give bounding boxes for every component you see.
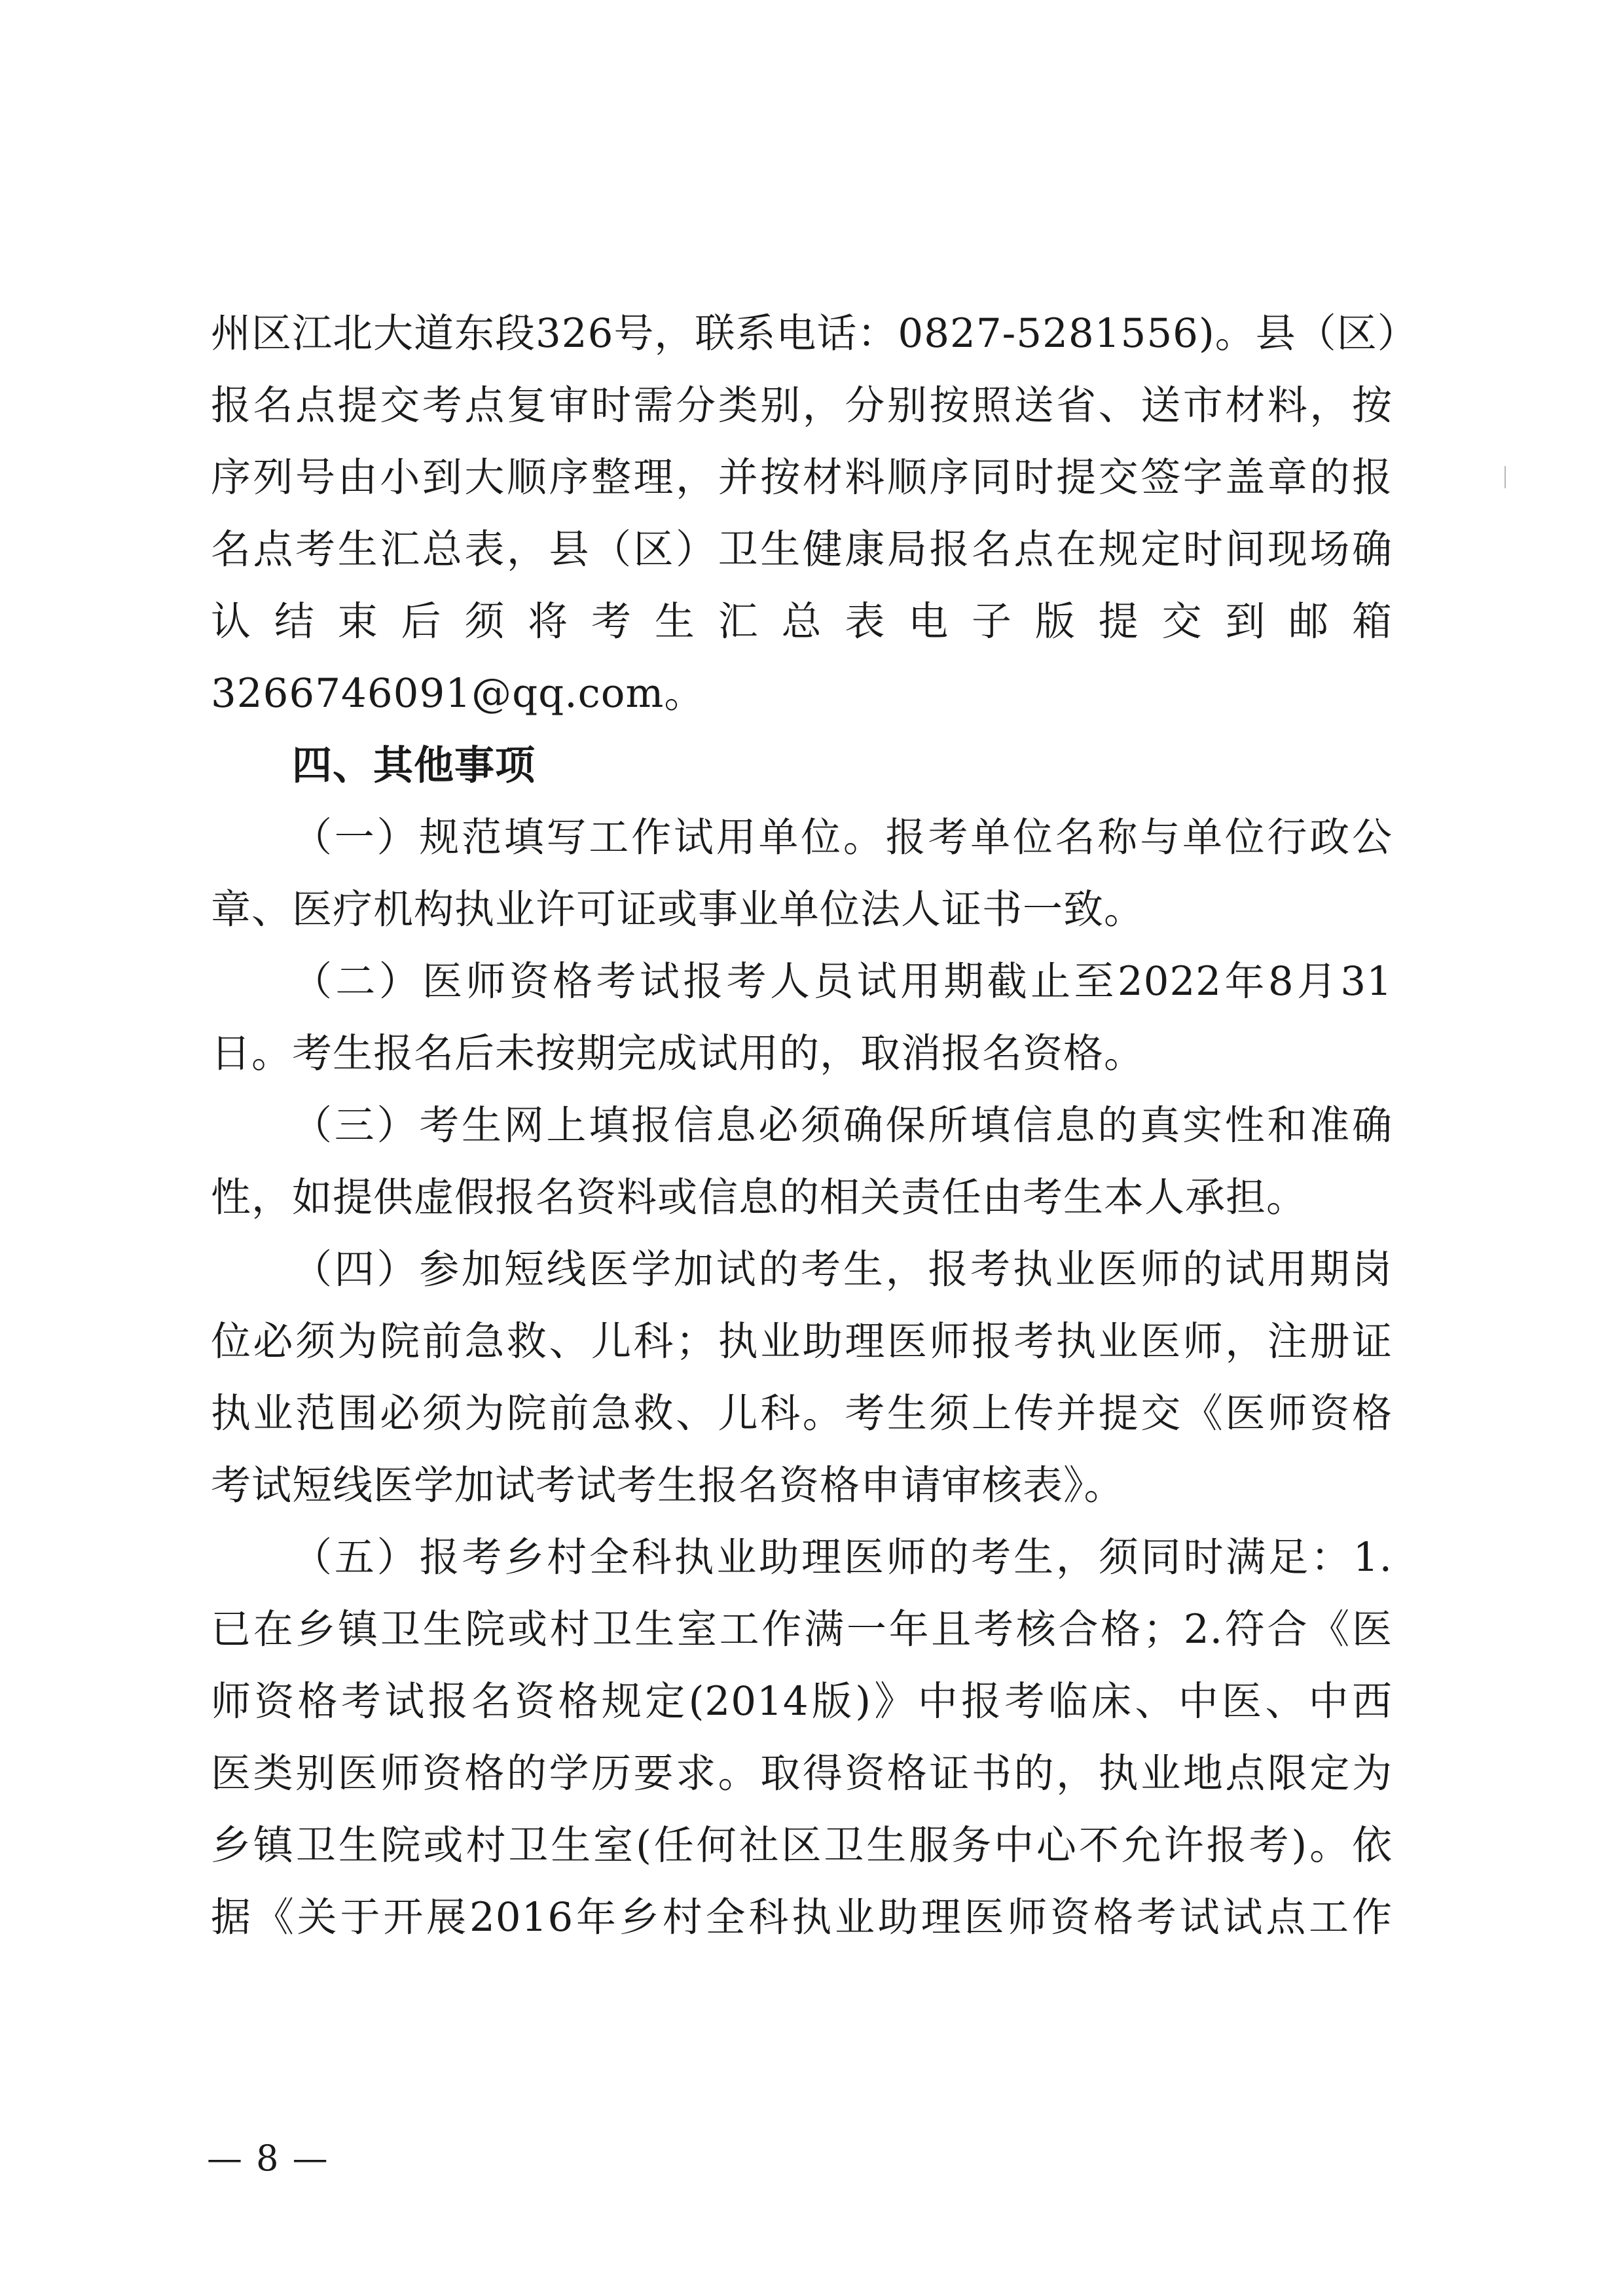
item-five-line: （五）报考乡村全科执业助理医师的考生，须同时满足：1. [292,1534,1393,1581]
email-address-line: 3266746091@qq.com。 [211,670,705,717]
item-three-line: （三）考生网上填报信息必须确保所填信息的真实性和准确 [292,1102,1393,1149]
item-one-line: （一）规范填写工作试用单位。报考单位名称与单位行政公 [292,814,1393,861]
item-four-line: 执业范围必须为院前急救、儿科。考生须上传并提交《医师资格 [211,1390,1393,1437]
item-four-line: 位必须为院前急救、儿科；执业助理医师报考执业医师，注册证 [211,1318,1393,1365]
section-heading: 四、其他事项 [292,742,536,789]
paragraph-line: 序列号由小到大顺序整理，并按材料顺序同时提交签字盖章的报 [211,454,1393,501]
item-three-line: 性，如提供虚假报名资料或信息的相关责任由考生本人承担。 [211,1174,1307,1221]
scan-margin-mark [1504,466,1506,488]
item-five-line: 乡镇卫生院或村卫生室(任何社区卫生服务中心不允许报考)。依 [211,1822,1393,1869]
item-four-line: 考试短线医学加试考试考生报名资格申请审核表》。 [211,1462,1125,1509]
page-number: — 8 — [207,2138,329,2179]
item-five-line: 师资格考试报名资格规定(2014版)》中报考临床、中医、中西 [211,1678,1393,1725]
item-five-line: 据《关于开展2016年乡村全科执业助理医师资格考试试点工作 [211,1894,1393,1941]
paragraph-line: 报名点提交考点复审时需分类别，分别按照送省、送市材料，按 [211,382,1393,429]
item-four-line: （四）参加短线医学加试的考生，报考执业医师的试用期岗 [292,1246,1393,1293]
item-five-line: 已在乡镇卫生院或村卫生室工作满一年且考核合格；2.符合《医 [211,1606,1393,1653]
item-two-line: （二）医师资格考试报考人员试用期截止至2022年8月31 [292,958,1393,1005]
paragraph-line: 名点考生汇总表，县（区）卫生健康局报名点在规定时间现场确 [211,526,1393,573]
paragraph-line: 州区江北大道东段326号，联系电话：0827-5281556)。县（区） [211,310,1418,357]
item-two-line: 日。考生报名后未按期完成试用的，取消报名资格。 [211,1030,1145,1077]
item-one-line: 章、医疗机构执业许可证或事业单位法人证书一致。 [211,886,1145,933]
item-five-line: 医类别医师资格的学历要求。取得资格证书的，执业地点限定为 [211,1750,1393,1797]
paragraph-line: 认结束后须将考生汇总表电子版提交到邮箱 [211,598,1393,645]
